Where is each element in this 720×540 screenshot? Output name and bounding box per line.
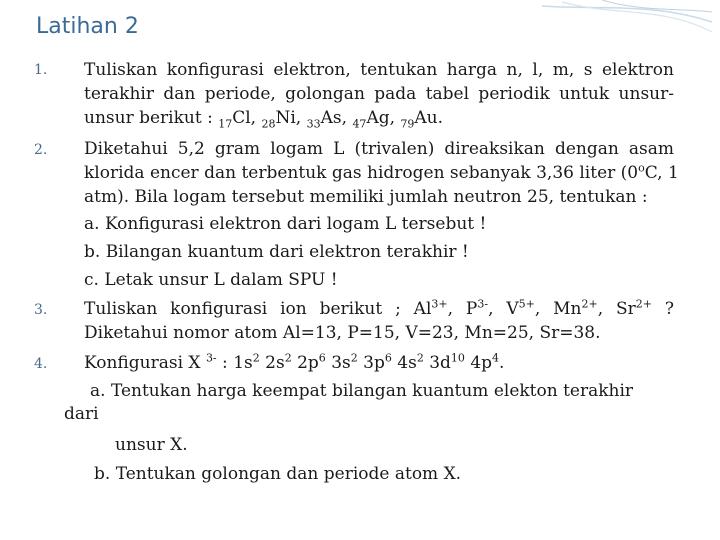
slide-title: Latihan 2 — [36, 14, 139, 39]
item-2-line-a: a. Konfigurasi elektron dari logam L tersebut ! — [84, 214, 487, 234]
item-2-line-3: atm). Bila logam tersebut memiliki jumlah neutron 25, tentukan : — [84, 187, 648, 207]
item-4-line-dari: dari — [64, 404, 99, 424]
item-1-line-1: Tuliskan konfigurasi elektron, tentukan harga n, l, m, s elektron — [84, 60, 674, 80]
item-3-line-2: Diketahui nomor atom Al=13, P=15, V=23, Mn=25, Sr=38. — [84, 323, 601, 343]
item-number-3: 3. — [34, 302, 48, 318]
item-2-line-1: Diketahui 5,2 gram logam L (trivalen) direaksikan dengan asam — [84, 139, 674, 159]
item-4-line-b: b. Tentukan golongan dan periode atom X. — [94, 464, 462, 484]
item-4-line-a: a. Tentukan harga keempat bilangan kuantum elekton terakhir — [90, 381, 634, 401]
item-number-1: 1. — [34, 62, 48, 78]
item-2-line-c: c. Letak unsur L dalam SPU ! — [84, 270, 338, 290]
item-1-line-3: unsur berikut : $_{17}$Cl, $_{28}$Ni, $_{33}$As, $_{47}$Ag, $_{79}$Au. — [84, 108, 444, 131]
item-number-2: 2. — [34, 142, 48, 158]
item-2-line-2: klorida encer dan terbentuk gas hidrogen sebanyak 3,36 liter (0$^o$C, 1 — [84, 161, 679, 183]
item-1-line-2: terakhir dan periode, golongan pada tabel periodik untuk unsur- — [84, 84, 674, 104]
item-4-line-unsur: unsur X. — [115, 435, 188, 455]
item-3-line-1: Tuliskan konfigurasi ion berikut ; $Al^{3+}$, $P^{3-}$, $V^{5+}$, $Mn^{2+}$, $Sr^{2+}$ ? — [84, 297, 674, 319]
item-number-4: 4. — [34, 356, 48, 372]
item-4-line-1: Konfigurasi X $^{3-}$ : $1s^2$ $2s^2$ $2p^6$ $3s^2$ $3p^6$ $4s^2$ $3d^{10}$ $4p^4$. — [84, 351, 505, 373]
item-2-line-b: b. Bilangan kuantum dari elektron terakhir ! — [84, 242, 469, 262]
